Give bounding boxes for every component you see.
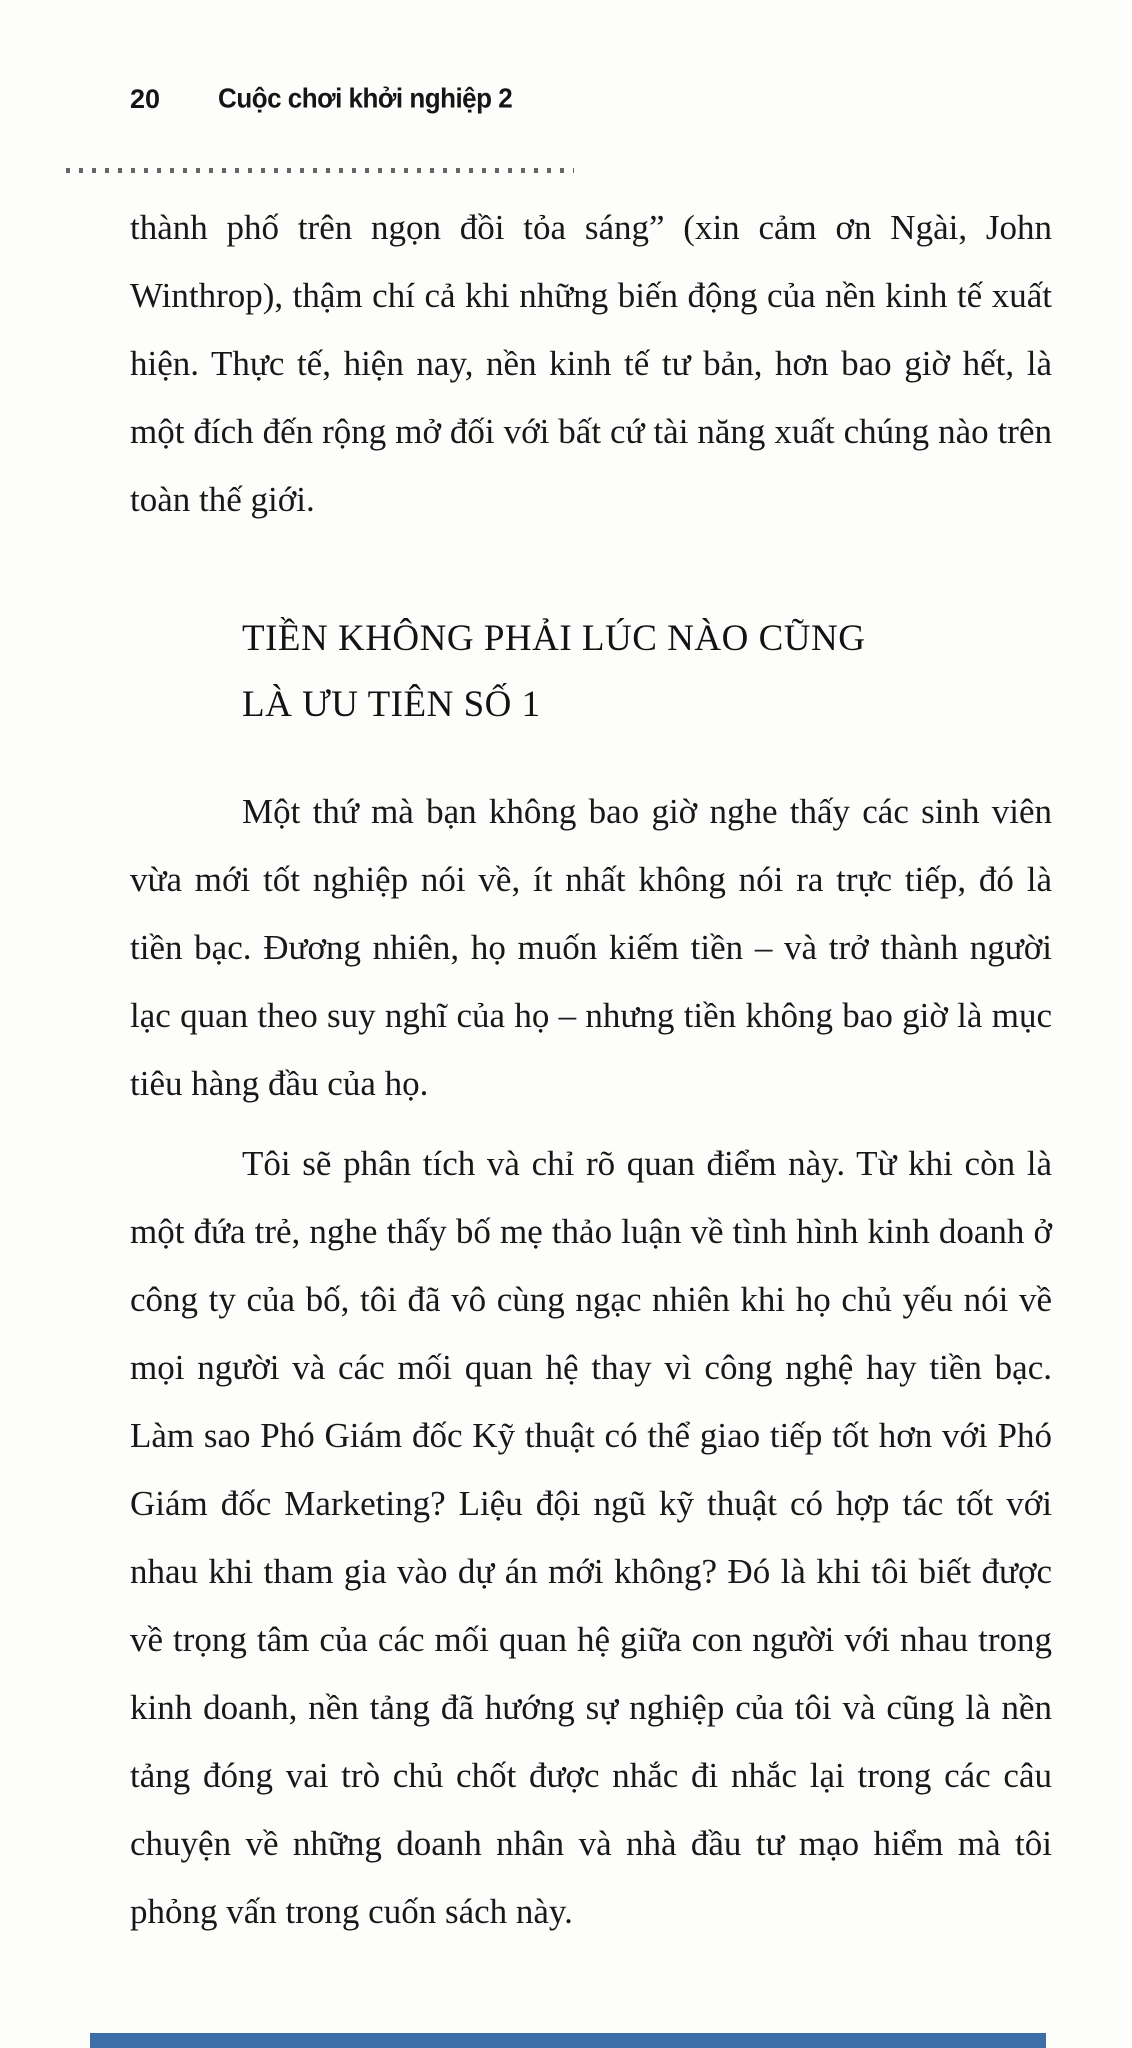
header-dotted-rule — [66, 168, 574, 173]
page-number: 20 — [130, 84, 161, 114]
page-body — [130, 194, 1052, 1946]
section-heading — [242, 606, 1052, 738]
page-bottom-bar — [90, 2033, 1046, 2048]
page-header — [130, 84, 1052, 115]
section-heading-line-2: LÀ ƯU TIÊN SỐ 1 — [242, 684, 541, 725]
paragraph: Tôi sẽ phân tích và chỉ rõ quan điểm này. Từ khi còn là một đứa trẻ, nghe thấy bố mẹ thảo luận về tình hình kinh doanh ở công ty của bố, tôi đã vô cùng ngạc nhiên khi họ chủ yếu nói về mọi người và các mối quan hệ thay vì công nghệ hay tiền bạc. Làm sao Phó Giám đốc Kỹ thuật có thể giao tiếp tốt hơn với Phó Giám đốc Marketing? Liệu đội ngũ kỹ thuật có hợp tác tốt với nhau khi tham gia vào dự án mới không? Đó là khi tôi biết được về trọng tâm của các mối quan hệ giữa con người với nhau trong kinh doanh, nền tảng đã hướng sự nghiệp của tôi và cũng là nền tảng đóng vai trò chủ chốt được nhắc đi nhắc lại trong các câu chuyện về những doanh nhân và nhà đầu tư mạo hiểm mà tôi phỏng vấn trong cuốn sách này. — [130, 1144, 1052, 1931]
paragraph-continuation: thành phố trên ngọn đồi tỏa sáng” (xin cảm ơn Ngài, John Winthrop), thậm chí cả khi những biến động của nền kinh tế xuất hiện. Thực tế, hiện nay, nền kinh tế tư bản, hơn bao giờ hết, là một đích đến rộng mở đối với bất cứ tài năng xuất chúng nào trên toàn thế giới. — [130, 208, 1052, 519]
section-heading-line-1: TIỀN KHÔNG PHẢI LÚC NÀO CŨNG — [242, 618, 866, 659]
running-title: Cuộc chơi khởi nghiệp 2 — [218, 82, 513, 114]
paragraph: Một thứ mà bạn không bao giờ nghe thấy các sinh viên vừa mới tốt nghiệp nói về, ít nhất không nói ra trực tiếp, đó là tiền bạc. Đương nhiên, họ muốn kiếm tiền – và trở thành người lạc quan theo suy nghĩ của họ – nhưng tiền không bao giờ là mục tiêu hàng đầu của họ. — [130, 792, 1052, 1103]
